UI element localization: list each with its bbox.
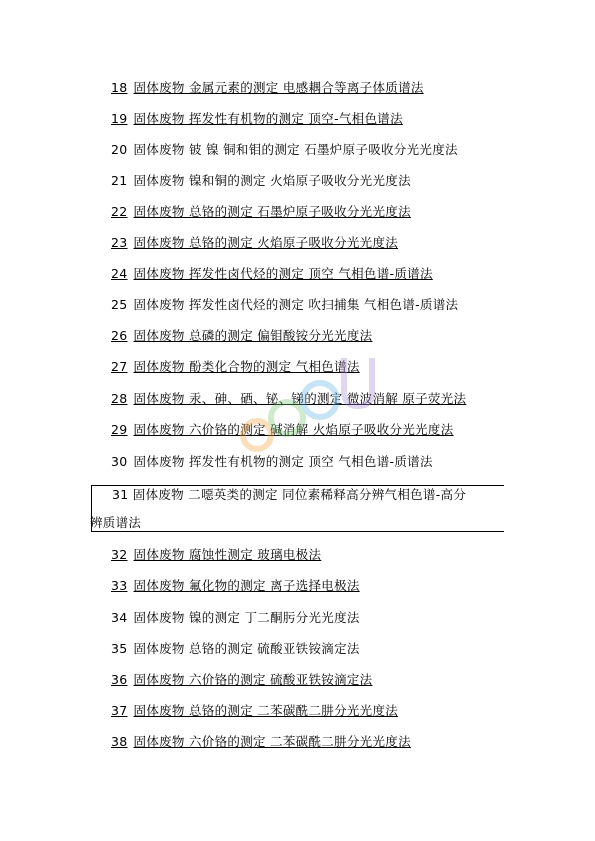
boxed-item-line-1: 31 固体废物 二噁英类的测定 同位素稀释高分辨气相色谱-高分: [112, 487, 467, 502]
watermark-logo: [232, 340, 392, 470]
item-text: 固体废物 六价铬的测定 硫酸亚铁铵滴定法: [133, 672, 373, 687]
list-item: [111, 734, 411, 750]
item-number: 19: [111, 111, 128, 126]
list-item: [111, 111, 403, 127]
item-text: 固体废物 铍 镍 铜和钼的测定 石墨炉原子吸收分光光度法: [133, 142, 458, 157]
list-item: [111, 610, 360, 626]
item-text: 固体废物 总磷的测定 偏钼酸铵分光光度法: [133, 328, 373, 343]
list-item: [111, 297, 458, 313]
item-text: 固体废物 总铬的测定 石墨炉原子吸收分光光度法: [133, 204, 411, 219]
list-item: [111, 547, 321, 563]
item-number: 30: [111, 454, 128, 469]
list-item: [111, 703, 398, 719]
item-text: 固体废物 腐蚀性测定 玻璃电极法: [133, 547, 322, 562]
item-number: 25: [111, 297, 128, 312]
item-number: 37: [111, 703, 128, 718]
list-item: [111, 641, 360, 657]
list-item: [111, 204, 411, 220]
item-number: 36: [111, 672, 128, 687]
item-text: 固体废物 汞、砷、硒、铋、锑的测定 微波消解 原子荧光法: [133, 391, 467, 406]
item-text: 固体废物 氟化物的测定 离子选择电极法: [133, 578, 360, 593]
item-number: 22: [111, 204, 128, 219]
watermark-ring-green: [271, 402, 303, 434]
item-text: 固体废物 镍和铜的测定 火焰原子吸收分光光度法: [133, 173, 411, 188]
item-text: 固体废物 六价铬的测定 二苯碳酰二肼分光光度法: [133, 734, 411, 749]
list-item: [111, 142, 458, 158]
item-number: 33: [111, 578, 128, 593]
item-number: 21: [111, 173, 128, 188]
item-text: 固体废物 六价铬的测定 碱消解 火焰原子吸收分光光度法: [133, 422, 454, 437]
item-text: 固体废物 酚类化合物的测定 气相色谱法: [133, 359, 360, 374]
item-text: 固体废物 挥发性有机物的测定 顶空-气相色谱法: [133, 111, 403, 126]
watermark-ring-orange: [243, 421, 271, 449]
item-number: 18: [111, 80, 128, 95]
item-number: 20: [111, 142, 128, 157]
boxed-list-item: [91, 485, 504, 532]
item-number: 24: [111, 266, 128, 281]
watermark-letter-u: [344, 358, 372, 406]
item-number: 27: [111, 359, 128, 374]
item-text: 固体废物 金属元素的测定 电感耦合等离子体质谱法: [133, 80, 424, 95]
list-item: [111, 672, 372, 688]
list-item: [111, 80, 424, 96]
item-text: 固体废物 总铬的测定 硫酸亚铁铵滴定法: [133, 641, 360, 656]
item-text: 固体废物 挥发性卤代烃的测定 吹扫捕集 气相色谱-质谱法: [133, 297, 459, 312]
boxed-item-line-2: 辨质谱法: [90, 515, 142, 530]
item-text: 固体废物 镍的测定 丁二酮肟分光光度法: [133, 610, 360, 625]
item-text: 固体废物 总铬的测定 二苯碳酰二肼分光光度法: [133, 703, 399, 718]
item-number: 32: [111, 547, 128, 562]
list-item: [111, 578, 360, 594]
item-text: 固体废物 总铬的测定 火焰原子吸收分光光度法: [133, 235, 399, 250]
item-number: 38: [111, 734, 128, 749]
list-item: [111, 173, 411, 189]
item-number: 28: [111, 391, 128, 406]
watermark-ring-blue: [303, 383, 337, 417]
list-item: [111, 266, 433, 282]
item-text: 固体废物 挥发性有机物的测定 顶空 气相色谱-质谱法: [133, 454, 433, 469]
item-number: 26: [111, 328, 128, 343]
list-item: [111, 235, 398, 251]
item-text: 固体废物 挥发性卤代烃的测定 顶空 气相色谱-质谱法: [133, 266, 433, 281]
item-number: 23: [111, 235, 128, 250]
item-number: 35: [111, 641, 128, 656]
item-number: 29: [111, 422, 128, 437]
item-number: 34: [111, 610, 128, 625]
